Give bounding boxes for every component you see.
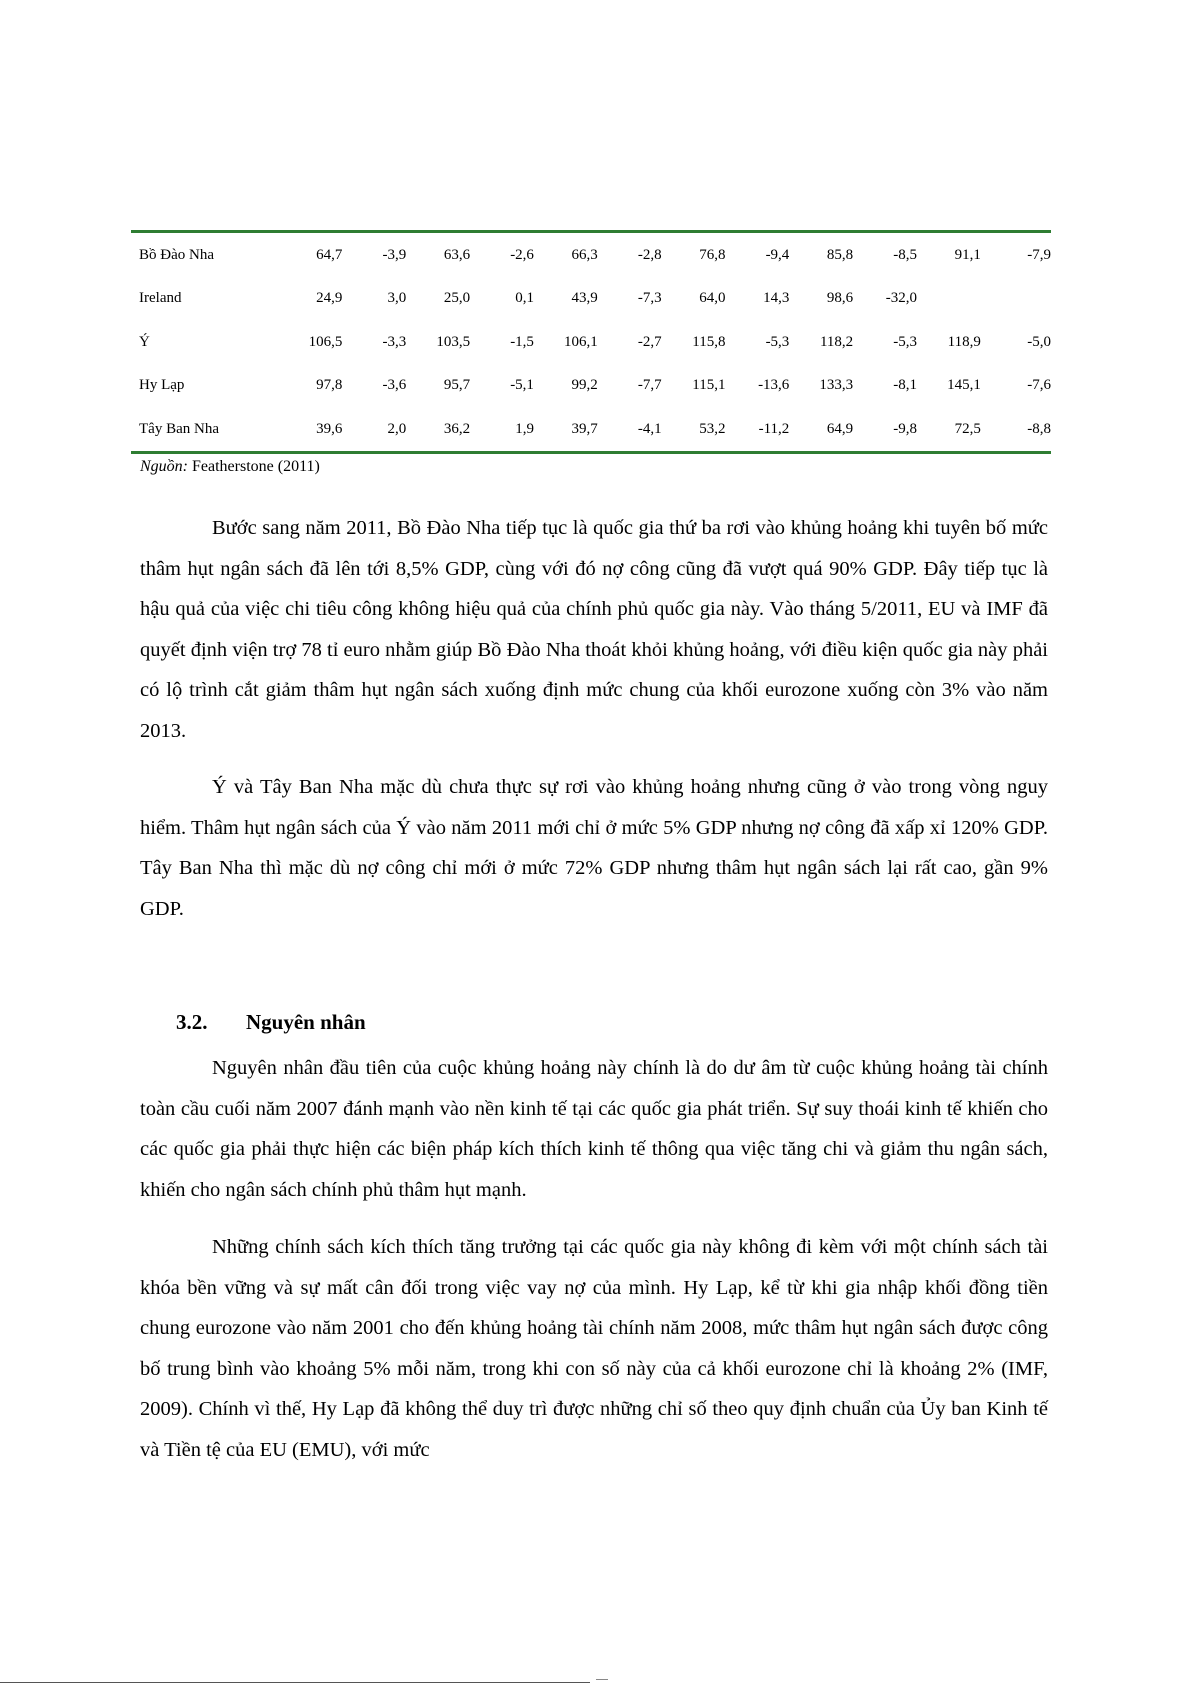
value-cell: 2,0 <box>387 420 407 437</box>
value-cell: 118,9 <box>947 333 981 350</box>
table-row <box>131 408 1051 452</box>
value-cell: 63,6 <box>443 246 471 263</box>
value-cell: 145,1 <box>947 377 981 394</box>
debt-deficit-table <box>131 233 1051 451</box>
value-cell: 95,7 <box>443 377 471 394</box>
value-cell: 64,9 <box>826 420 854 437</box>
table-row <box>131 364 1051 408</box>
value-cell: 64,7 <box>316 246 343 263</box>
value-cell: -7,3 <box>637 290 662 307</box>
value-cell: -2,8 <box>637 246 662 263</box>
value-cell: -9,4 <box>765 246 790 263</box>
value-cell: -7,9 <box>1027 246 1051 263</box>
value-cell: -7,6 <box>1027 377 1051 394</box>
value-cell: 91,1 <box>954 246 981 263</box>
value-cell: -3,9 <box>382 246 407 263</box>
footer-rule <box>0 1682 590 1683</box>
value-cell: -2,7 <box>637 333 662 350</box>
value-cell: 53,2 <box>699 420 726 437</box>
table-row <box>131 233 1051 277</box>
table-row <box>131 321 1051 365</box>
value-cell: 66,3 <box>571 246 598 263</box>
value-cell: 24,9 <box>316 290 343 307</box>
value-cell: 106,1 <box>564 333 598 350</box>
value-cell: -13,6 <box>758 377 790 394</box>
value-cell: -8,8 <box>1027 420 1051 437</box>
value-cell: 1,9 <box>515 420 534 437</box>
value-cell: -5,3 <box>765 333 790 350</box>
value-cell: 115,1 <box>692 377 726 394</box>
value-cell: 85,8 <box>826 246 854 263</box>
value-cell: 103,5 <box>436 333 471 350</box>
value-cell: 99,2 <box>571 377 598 394</box>
value-cell: -1,5 <box>510 333 534 350</box>
value-cell: -5,3 <box>893 333 917 350</box>
table-bottom-rule <box>131 451 1051 454</box>
value-cell: -8,1 <box>893 377 917 394</box>
value-cell <box>917 277 981 321</box>
source-text: Featherstone (2011) <box>188 458 320 475</box>
section-title: Nguyên nhân <box>246 1010 366 1034</box>
value-cell <box>981 277 1051 321</box>
section-number: 3.2. <box>176 1010 208 1034</box>
value-cell: 76,8 <box>699 246 726 263</box>
value-cell: 0,1 <box>515 290 534 307</box>
country-cell: Bồ Đào Nha <box>139 246 214 263</box>
country-cell: Hy Lạp <box>139 377 185 394</box>
value-cell: 133,3 <box>819 377 854 394</box>
value-cell: 25,0 <box>443 290 471 307</box>
value-cell: 98,6 <box>826 290 854 307</box>
paragraph-cause-2: Những chính sách kích thích tăng trưởng tại các quốc gia này không đi kèm với một chính sách tài khóa bền vững và sự mất cân đối trong việc vay nợ của mình. Hy Lạp, kể từ khi gia nhập khối đồng tiền chung eurozone vào năm 2001 cho đến khủng hoảng tài chính năm 2008, mức thâm hụt ngân sách được công bố trung bình vào khoảng 5% mỗi năm, trong khi con số này của cả khối eurozone chỉ là khoảng 2% (IMF, 2009). Chính vì thế, Hy Lạp đã không thể duy trì được những chỉ số theo quy định chuẩn của Ủy ban Kinh tế và Tiền tệ của EU (EMU), với mức <box>140 1236 1048 1461</box>
value-cell: -3,6 <box>382 377 407 394</box>
value-cell: 39,7 <box>571 420 598 437</box>
value-cell: -3,3 <box>382 333 407 350</box>
value-cell: 106,5 <box>308 333 343 350</box>
paragraph-cause-1: Nguyên nhân đầu tiên của cuộc khủng hoảng này chính là do dư âm từ cuộc khủng hoảng tài chính toàn cầu cuối năm 2007 đánh mạnh vào nền kinh tế tại các quốc gia phát triển. Sự suy thoái kinh tế khiến cho các quốc gia phải thực hiện các biện pháp kích thích kinh tế thông qua việc tăng chi và giảm thu ngân sách, khiến cho ngân sách chính phủ thâm hụt mạnh. <box>140 1057 1048 1201</box>
value-cell: 97,8 <box>316 377 343 394</box>
section-heading <box>176 1010 366 1035</box>
paragraph-portugal: Bước sang năm 2011, Bồ Đào Nha tiếp tục là quốc gia thứ ba rơi vào khủng hoảng khi tuyên bố mức thâm hụt ngân sách đã lên tới 8,5% GDP, cùng với đó nợ công cũng đã vượt quá 90% GDP. Đây tiếp tục là hậu quả của việc chi tiêu công không hiệu quả của chính phủ quốc gia này. Vào tháng 5/2011, EU và IMF đã quyết định viện trợ 78 tỉ euro nhằm giúp Bồ Đào Nha thoát khỏi khủng hoảng, với điều kiện quốc gia này phải có lộ trình cắt giảm thâm hụt ngân sách xuống định mức chung của khối eurozone xuống còn 3% vào năm 2013. <box>140 517 1048 742</box>
value-cell: -11,2 <box>758 420 790 437</box>
value-cell: 36,2 <box>443 420 471 437</box>
value-cell: -8,5 <box>893 246 917 263</box>
value-cell: 39,6 <box>316 420 343 437</box>
value-cell: -5,1 <box>510 377 534 394</box>
data-table-block <box>131 230 1051 454</box>
country-cell: Tây Ban Nha <box>139 420 219 437</box>
value-cell: -9,8 <box>893 420 917 437</box>
value-cell: 3,0 <box>387 290 407 307</box>
paragraph-italy-spain: Ý và Tây Ban Nha mặc dù chưa thực sự rơi vào khủng hoảng nhưng cũng ở vào trong vòng nguy hiểm. Thâm hụt ngân sách của Ý vào năm 2011 mới chỉ ở mức 5% GDP nhưng nợ công đã xấp xỉ 120% GDP. Tây Ban Nha thì mặc dù nợ công chỉ mới ở mức 72% GDP nhưng thâm hụt ngân sách lại rất cao, gần 9% GDP. <box>140 776 1048 920</box>
value-cell: 115,8 <box>692 333 726 350</box>
value-cell: -2,6 <box>510 246 534 263</box>
table-source <box>140 458 320 476</box>
value-cell: 72,5 <box>954 420 981 437</box>
country-cell: Ireland <box>139 290 182 307</box>
country-cell: Ý <box>139 333 150 350</box>
value-cell: 14,3 <box>763 290 790 307</box>
value-cell: -7,7 <box>637 377 662 394</box>
value-cell: 118,2 <box>819 333 854 350</box>
table-row <box>131 277 1051 321</box>
source-label: Nguồn: <box>140 458 188 475</box>
footer-mark <box>596 1679 608 1680</box>
value-cell: -5,0 <box>1027 333 1051 350</box>
value-cell: 43,9 <box>571 290 598 307</box>
value-cell: 64,0 <box>699 290 726 307</box>
value-cell: -4,1 <box>637 420 662 437</box>
value-cell: -32,0 <box>885 290 917 307</box>
